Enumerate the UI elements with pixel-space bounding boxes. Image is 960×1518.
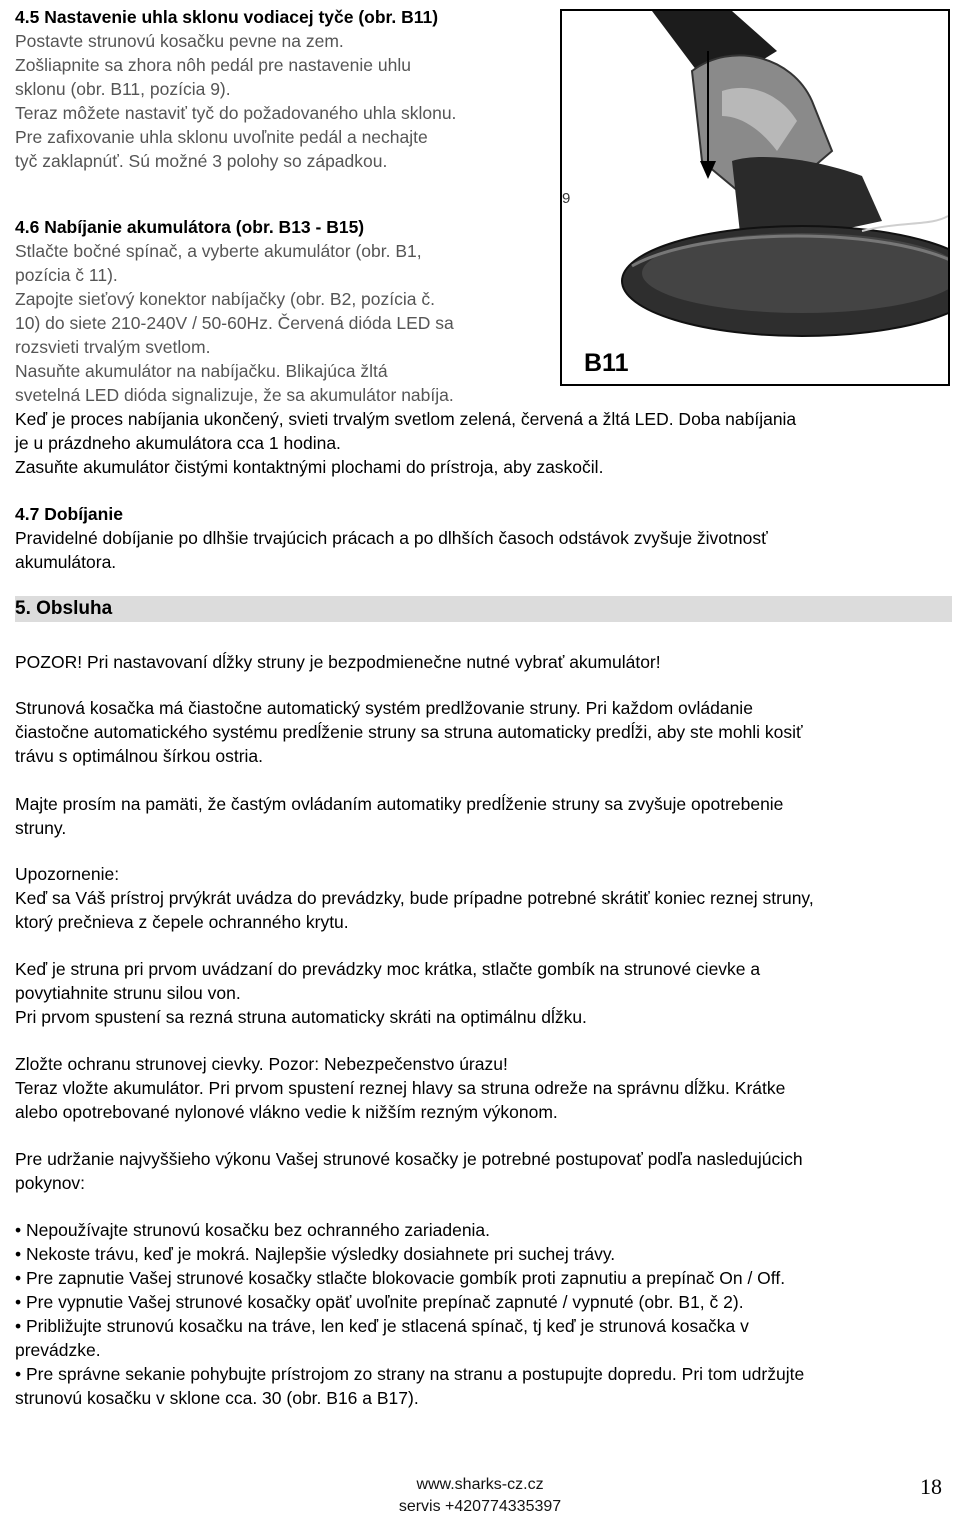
paragraph-line: Strunová kosačka má čiastočne automatický systém predlžovanie struny. Pri každom ovládanie [15, 698, 753, 718]
list-item: • Nepoužívajte strunovú kosačku bez ochranného zariadenia. [15, 1220, 491, 1240]
paragraph-line: akumulátora. [15, 552, 117, 572]
footer-website: www.sharks-cz.cz [416, 1476, 544, 1493]
paragraph-line: Keď je proces nabíjania ukončený, svieti trvalým svetlom zelená, červená a žltá LED. Doba nabíjania [15, 409, 797, 429]
paragraph-line: rozsvieti trvalým svetlom. [15, 337, 211, 357]
paragraph-line: Pre zafixovanie uhla sklonu uvoľnite pedál a nechajte [15, 127, 428, 147]
paragraph-line: Zapojte sieťový konektor nabíjačky (obr. B2, pozícia č. [15, 289, 435, 309]
paragraph-line: pozícia č 11). [15, 265, 118, 285]
paragraph-line: Keď sa Váš prístroj prvýkrát uvádza do prevádzky, bude prípadne potrebné skrátiť koniec reznej struny, [15, 888, 814, 908]
paragraph-line: tyč zaklapnúť. Sú možné 3 polohy so západkou. [15, 151, 388, 171]
paragraph-line: Pravidelné dobíjanie po dlhšie trvajúcich prácach a po dlhších časoch odstávok zvyšuje životnosť [15, 528, 768, 548]
list-item-continuation: prevádzke. [15, 1340, 101, 1360]
paragraph-line: Zošliapnite sa zhora nôh pedál pre nastavenie uhlu [15, 55, 411, 75]
figure-label: B11 [584, 349, 629, 377]
list-item: • Pre správne sekanie pohybujte prístrojom zo strany na stranu a postupujte dopredu. Pri tom udržujte [15, 1364, 805, 1384]
paragraph-line: trávu s optimálnou šírkou ostria. [15, 746, 264, 766]
list-item-continuation: strunovú kosačku v sklone cca. 30 (obr. B16 a B17). [15, 1388, 419, 1408]
section-heading-4-5: 4.5 Nastavenie uhla sklonu vodiacej tyče (obr. B11) [15, 7, 439, 27]
section-heading-bar [15, 596, 952, 622]
paragraph-line: Nasuňte akumulátor na nabíjačku. Blikajúca žltá [15, 361, 388, 381]
list-item: • Pre vypnutie Vašej strunové kosačky opäť uvoľnite prepínač zapnuté / vypnuté (obr. B1, č 2). [15, 1292, 744, 1312]
position-label: 9 [562, 190, 571, 207]
section-heading-5: 5. Obsluha [15, 598, 113, 619]
paragraph-line: struny. [15, 818, 67, 838]
paragraph-line: Teraz môžete nastaviť tyč do požadovaného uhla sklonu. [15, 103, 457, 123]
paragraph-line: pokynov: [15, 1173, 86, 1193]
warning-line: POZOR! Pri nastavovaní dĺžky struny je bezpodmienečne nutné vybrať akumulátor! [15, 652, 661, 672]
trimmer-illustration [562, 11, 948, 384]
list-item: • Približujte strunovú kosačku na tráve, len keď je stlacená spínač, tj keď je strunová kosačka v [15, 1316, 749, 1336]
paragraph-line: povytiahnite strunu silou von. [15, 983, 241, 1003]
section-heading-4-6: 4.6 Nabíjanie akumulátora (obr. B13 - B15) [15, 217, 365, 237]
paragraph-line: Keď je struna pri prvom uvádzaní do prevádzky moc krátka, stlačte gombík na strunové cievke a [15, 959, 761, 979]
notice-label: Upozornenie: [15, 864, 120, 884]
section-heading-4-7: 4.7 Dobíjanie [15, 504, 123, 524]
list-item: • Nekoste trávu, keď je mokrá. Najlepšie výsledky dosiahnete pri suchej trávy. [15, 1244, 616, 1264]
paragraph-line: Teraz vložte akumulátor. Pri prvom spustení reznej hlavy sa struna odreže na správnu dĺžku. Krátke [15, 1078, 786, 1098]
paragraph-line: Postavte strunovú kosačku pevne na zem. [15, 31, 344, 51]
paragraph-line: Pre udržanie najvyššieho výkonu Vašej strunové kosačky je potrebné postupovať podľa nasledujúcich [15, 1149, 803, 1169]
paragraph-line: svetelná LED dióda signalizuje, že sa akumulátor nabíja. [15, 385, 454, 405]
page-number: 18 [920, 1474, 942, 1499]
figure-b11 [560, 9, 950, 386]
paragraph-line: je u prázdneho akumulátora cca 1 hodina. [15, 433, 341, 453]
paragraph-line: Stlačte bočné spínač, a vyberte akumulátor (obr. B1, [15, 241, 422, 261]
paragraph-line: čiastočne automatického systému predĺženie struny sa struna automaticky predĺži, aby ste mohli kosiť [15, 722, 803, 742]
paragraph-line: Zasuňte akumulátor čistými kontaktnými plochami do prístroja, aby zaskočil. [15, 457, 604, 477]
paragraph-line: Pri prvom spustení sa rezná struna automaticky skráti na optimálnu dĺžku. [15, 1007, 587, 1027]
paragraph-line: Zložte ochranu strunovej cievky. Pozor: Nebezpečenstvo úrazu! [15, 1054, 508, 1074]
paragraph-line: ktorý prečnieva z čepele ochranného krytu. [15, 912, 349, 932]
footer-service-phone: servis +420774335397 [398, 1498, 562, 1515]
paragraph-line: Majte prosím na pamäti, že častým ovládaním automatiky predĺženie struny sa zvyšuje opotrebenie [15, 794, 784, 814]
paragraph-line: sklonu (obr. B11, pozícia 9). [15, 79, 231, 99]
list-item: • Pre zapnutie Vašej strunové kosačky stlačte blokovacie gombík proti zapnutiu a prepínač On / Off. [15, 1268, 786, 1288]
paragraph-line: alebo opotrebované nylonové vlákno vedie k nižším rezným výkonom. [15, 1102, 558, 1122]
paragraph-line: 10) do siete 210-240V / 50-60Hz. Červená dióda LED sa [15, 313, 454, 333]
